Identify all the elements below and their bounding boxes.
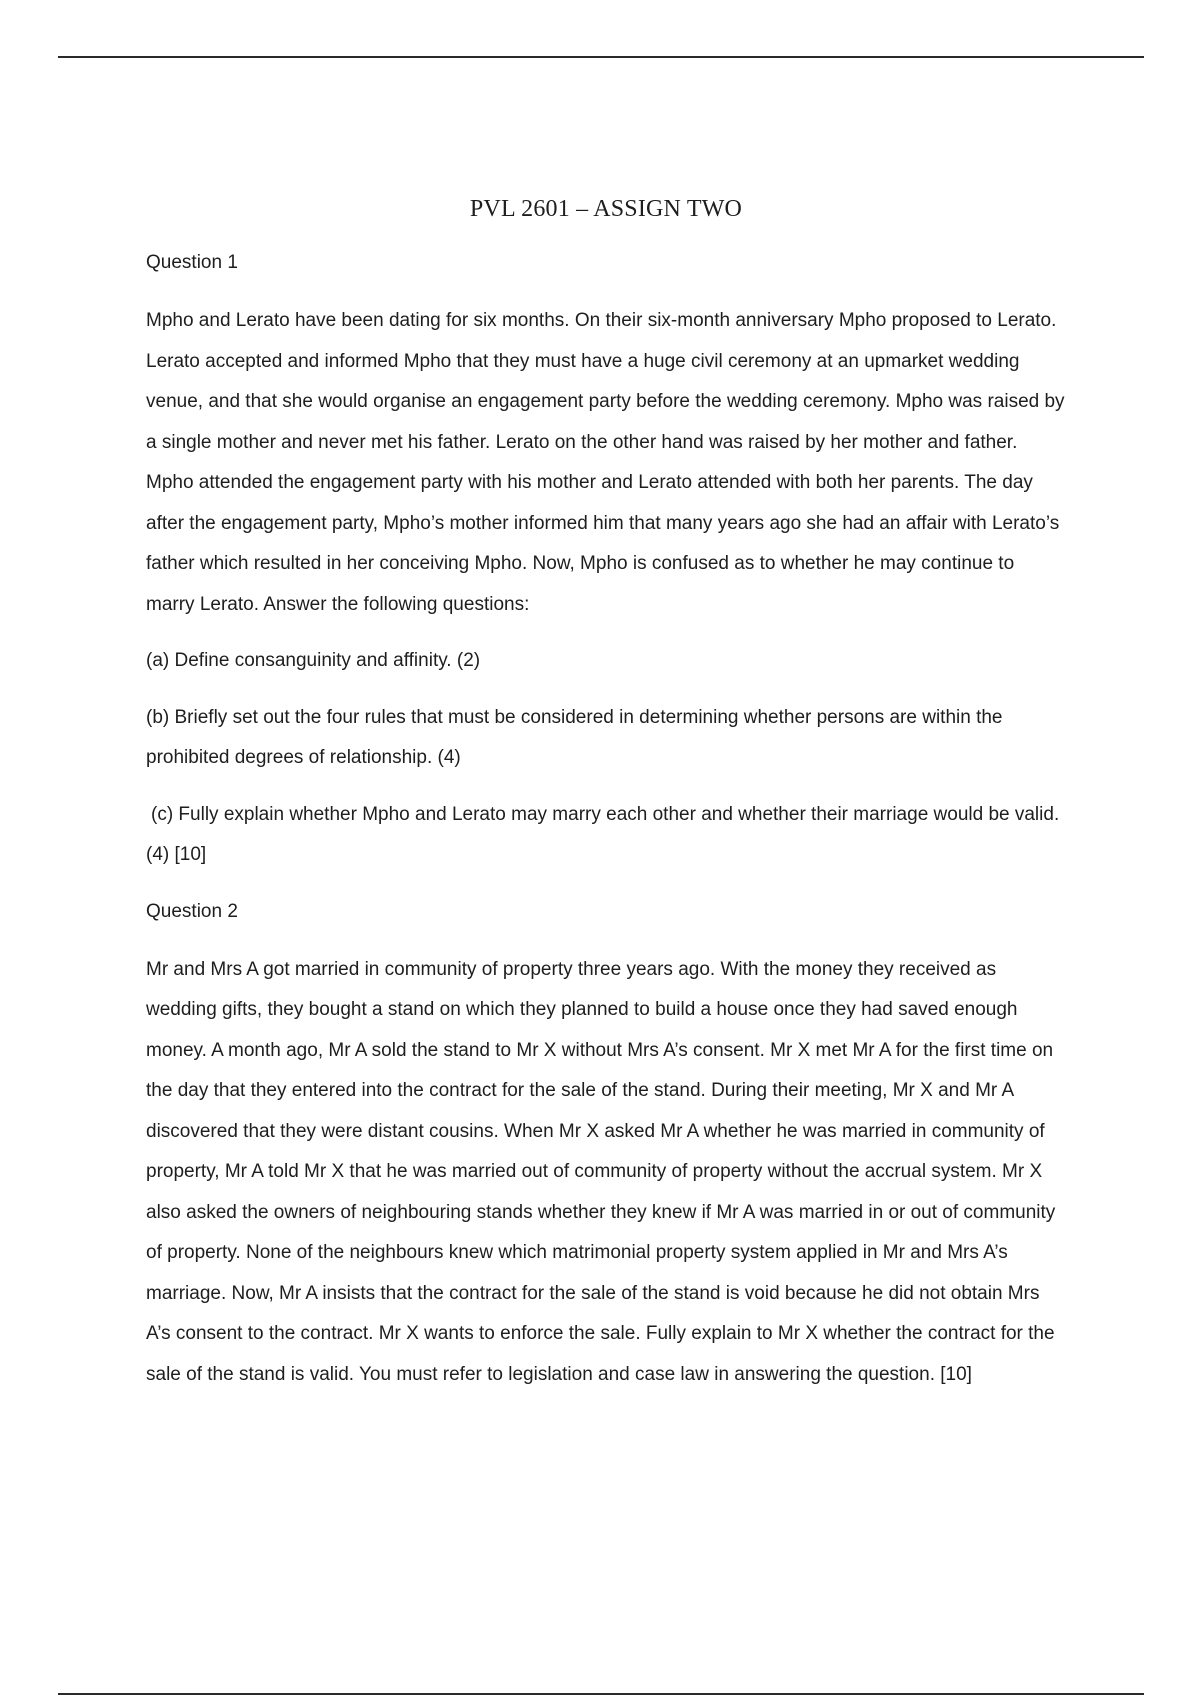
question-1-heading: Question 1 xyxy=(146,252,238,273)
question-2-heading: Question 2 xyxy=(146,900,238,922)
question-1-part-c: (c) Fully explain whether Mpho and Lerato may marry each other and whether their marriage would be valid. (4) [10] xyxy=(146,803,1060,865)
question-1-section xyxy=(146,243,1066,876)
document-title: PVL 2601 – ASSIGN TWO xyxy=(469,196,743,222)
question-2-section xyxy=(146,892,1066,1396)
question-2-scenario: Mr and Mrs A got married in community of property three years ago. With the money they received as wedding gifts, they bought a stand on which they planned to build a house once they had saved enough money. A month ago, Mr A sold the stand to Mr X without Mrs A’s consent. Mr X met Mr A for the first time on the day that they entered into the contract for the sale of the stand. During their meeting, Mr X and Mr A discovered that they were distant cousins. When Mr X asked Mr A whether he was married in community of property, Mr A told Mr X that he was married out of community of property without the accrual system. Mr X also asked the owners of neighbouring stands whether they knew if Mr A was married in or out of community of property. None of the neighbours knew which matrimonial property system applied in Mr and Mrs A’s marriage. Now, Mr A insists that the contract for the sale of the stand is void because he did not obtain Mrs A’s consent to the contract. Mr X wants to enforce the sale. Fully explain to Mr X whether the contract for the sale of the stand is valid. You must refer to legislation and case law in answering the question. [10] xyxy=(146,958,1056,1385)
question-1-scenario: Mpho and Lerato have been dating for six months. On their six-month anniversary Mpho proposed to Lerato. Lerato accepted and informed Mpho that they must have a huge civil ceremony at an upmarket wedding venue, and that she would organise an engagement party before the wedding ceremony. Mpho was raised by a single mother and never met his father. Lerato on the other hand was raised by her mother and father. Mpho attended the engagement party with his mother and Lerato attended with both her parents. The day after the engagement party, Mpho’s mother informed him that many years ago she had an affair with Lerato’s father which resulted in her conceiving Mpho. Now, Mpho is confused as to whether he may continue to marry Lerato. Answer the following questions: xyxy=(146,310,1065,615)
top-rule xyxy=(58,56,1144,58)
question-1-part-b: (b) Briefly set out the four rules that must be considered in determining whether persons are within the prohibited degrees of relationship. (4) xyxy=(146,706,1003,768)
document-body xyxy=(146,196,1066,1411)
bottom-rule xyxy=(58,1693,1144,1695)
question-1-part-a: (a) Define consanguinity and affinity. (2) xyxy=(146,650,481,671)
